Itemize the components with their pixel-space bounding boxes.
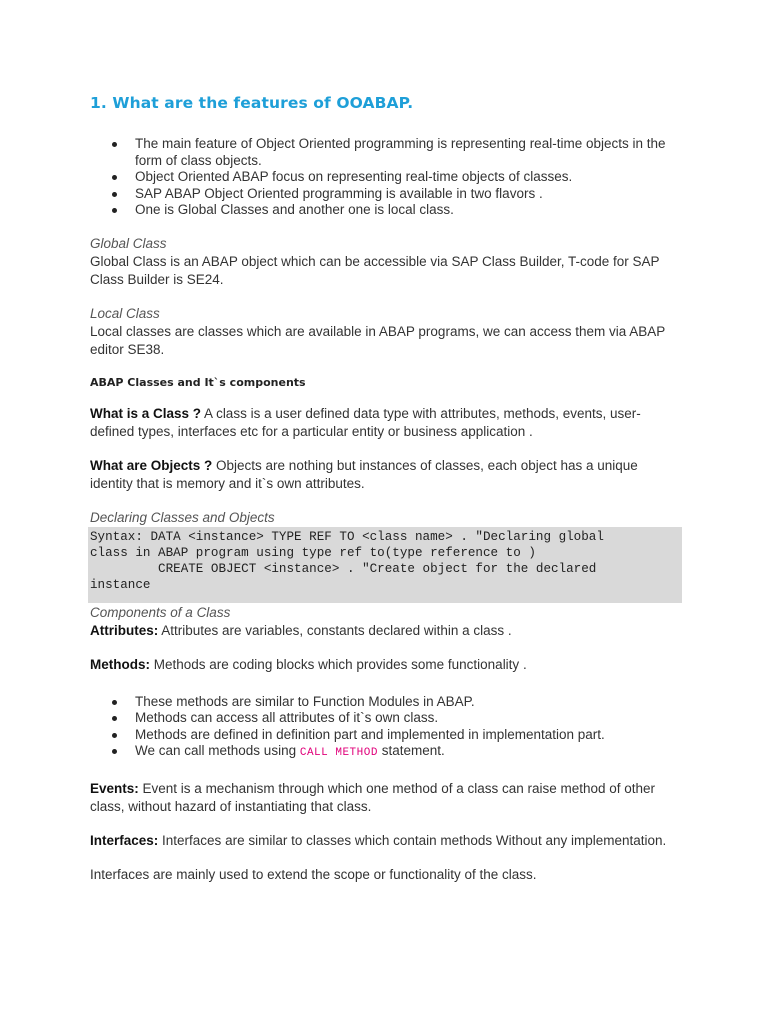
what-are-objects-label: What are Objects ?	[90, 457, 213, 473]
list-item: One is Global Classes and another one is local class.	[90, 202, 680, 219]
methods-text: Methods are coding blocks which provides some functionality .	[150, 656, 527, 672]
features-list	[90, 136, 680, 219]
interfaces-label: Interfaces:	[90, 832, 159, 848]
declaring-title: Declaring Classes and Objects	[90, 509, 275, 525]
bullet-icon	[112, 208, 117, 213]
attributes-paragraph	[90, 622, 680, 640]
components-heading: ABAP Classes and It`s components	[90, 375, 306, 389]
interfaces-text: Interfaces are similar to classes which contain methods Without any implementation.	[158, 832, 667, 848]
bullet-icon	[112, 142, 117, 147]
code-block: Syntax: DATA <instance> TYPE REF TO <class name> . "Declaring global class in ABAP program using type ref to(type reference to ) CREATE OBJECT <instance> . "Create object for the declared instance	[88, 527, 682, 603]
bullet-icon	[112, 749, 117, 754]
interfaces-note: Interfaces are mainly used to extend the scope or functionality of the class.	[90, 866, 537, 882]
events-paragraph	[90, 780, 680, 816]
methods-paragraph	[90, 656, 680, 674]
bullet-icon	[112, 716, 117, 721]
list-item: Methods can access all attributes of it`s own class.	[90, 710, 680, 727]
what-are-objects-text: Objects are nothing but instances of classes, each object has a unique identity that is memory and it`s own attributes.	[90, 457, 638, 491]
what-is-class-label: What is a Class ?	[90, 405, 202, 421]
local-class-text: Local classes are classes which are available in ABAP programs, we can access them via ABAP editor SE38.	[90, 323, 666, 357]
section-heading: 1. What are the features of OOABAP.	[90, 94, 414, 112]
global-class-title: Global Class	[90, 235, 167, 251]
list-item: SAP ABAP Object Oriented programming is available in two flavors .	[90, 186, 680, 203]
events-label: Events:	[90, 780, 139, 796]
what-is-class-text: A class is a user defined data type with attributes, methods, events, user-defined types, interfaces etc for a particular entity or business application .	[90, 405, 641, 439]
attributes-label: Attributes:	[90, 622, 159, 638]
interfaces-paragraph	[90, 832, 680, 850]
what-are-objects-paragraph	[90, 457, 680, 493]
methods-label: Methods:	[90, 656, 150, 672]
list-item: We can call methods using CALL METHOD statement.	[90, 743, 680, 762]
list-item: The main feature of Object Oriented programming is representing real-time objects in the form of class objects.	[90, 136, 680, 169]
list-item: Object Oriented ABAP focus on representing real-time objects of classes.	[90, 169, 680, 186]
bullet-icon	[112, 175, 117, 180]
list-item: Methods are defined in definition part and implemented in implementation part.	[90, 727, 680, 744]
attributes-text: Attributes are variables, constants declared within a class .	[158, 622, 512, 638]
what-is-class-paragraph	[90, 405, 680, 441]
bullet-icon	[112, 733, 117, 738]
document-content	[90, 92, 680, 884]
local-class-title: Local Class	[90, 305, 160, 321]
bullet-icon	[112, 192, 117, 197]
bullet-icon	[112, 700, 117, 705]
methods-list	[90, 694, 680, 762]
call-method-keyword: CALL METHOD	[299, 747, 378, 760]
events-text: Event is a mechanism through which one method of a class can raise method of other class, without hazard of instantiating that class.	[90, 780, 656, 814]
components-title: Components of a Class	[90, 604, 231, 620]
global-class-text: Global Class is an ABAP object which can be accessible via SAP Class Builder, T-code for SAP Class Builder is SE24.	[90, 253, 660, 287]
list-item: These methods are similar to Function Modules in ABAP.	[90, 694, 680, 711]
